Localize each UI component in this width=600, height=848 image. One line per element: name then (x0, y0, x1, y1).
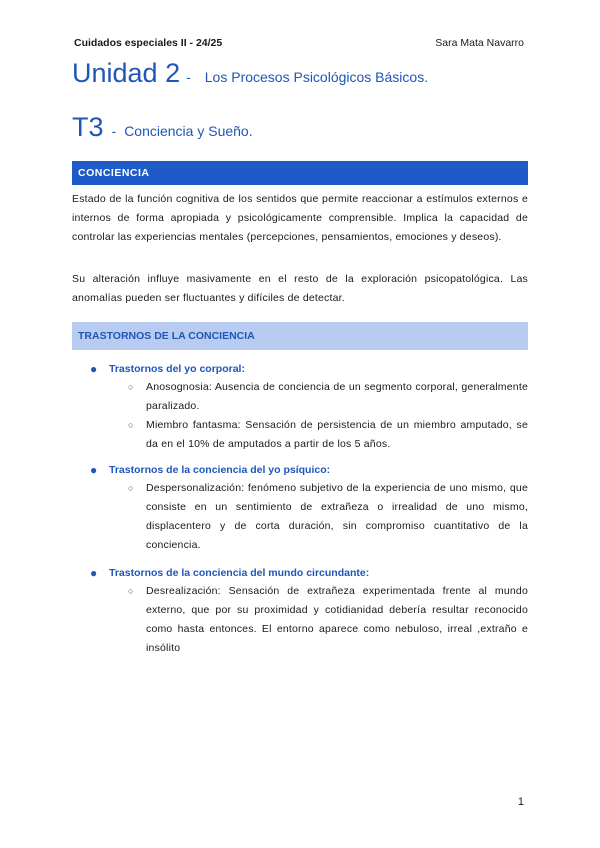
paragraph-definition: Estado de la función cognitiva de los sentidos que permite reaccionar a estímulos externos e internos de forma apropiada y psicológicamente comprensible. Implica la capacidad de controlar las experiencias mentales (percepciones, pensamientos, emociones y deseos). (72, 193, 528, 243)
list-item-text: Despersonalización: fenómeno subjetivo de la experiencia de uno mismo, que consiste en un sentimiento de extrañeza o irrealidad de uno mismo, displacentero y de corta duración, sin compromiso cuantitativo de la conciencia. (146, 482, 528, 551)
group-title-text: Trastornos de la conciencia del yo psíquico: (109, 464, 331, 476)
circle-bullet-icon: ○ (128, 586, 134, 596)
paragraph-alteration: Su alteración influye masivamente en el resto de la exploración psicopatológica. Las anomalías pueden ser fluctuantes y difíciles de detectar. (72, 273, 528, 304)
unit-dash: - (186, 69, 191, 85)
list-item (128, 416, 528, 454)
circle-bullet-icon: ○ (128, 382, 134, 392)
course-label: Cuidados especiales II - 24/25 (74, 37, 223, 49)
section-heading-trastornos: TRASTORNOS DE LA CONCIENCIA (72, 322, 528, 350)
list-item (128, 582, 528, 658)
bullet-icon: ● (90, 463, 98, 477)
group-title-text: Trastornos del yo corporal: (109, 363, 245, 375)
section-heading-conciencia: CONCIENCIA (72, 161, 528, 185)
topic-dash: - (111, 123, 117, 139)
list-item-text: Anosognosia: Ausencia de conciencia de un segmento corporal, generalmente paralizado. (146, 381, 528, 412)
group-title-text: Trastornos de la conciencia del mundo circundante: (109, 567, 370, 579)
unit-label: Unidad 2 (72, 58, 181, 88)
list-item-text: Desrealización: Sensación de extrañeza experimentada frente al mundo externo, que por su proximidad y cotidianidad debería resultar reconocido como hasta entonces. El entorno aparece como nebuloso, irreal ,extraño e insólito (146, 585, 528, 654)
page-header (74, 37, 524, 53)
topic-label: T3 (72, 112, 104, 142)
unit-title (72, 58, 428, 89)
list-item (128, 479, 528, 555)
topic-subtitle: Conciencia y Sueño. (124, 123, 253, 139)
group-title (90, 564, 528, 582)
group-yo-psiquico (90, 461, 528, 555)
author-name: Sara Mata Navarro (435, 37, 524, 49)
unit-subtitle: Los Procesos Psicológicos Básicos. (204, 69, 429, 85)
circle-bullet-icon: ○ (128, 420, 134, 430)
group-yo-corporal (90, 360, 528, 454)
page-number: 1 (517, 796, 524, 808)
group-title (90, 461, 528, 479)
topic-title (72, 112, 253, 143)
group-title (90, 360, 528, 378)
list-item-text: Miembro fantasma: Sensación de persistencia de un miembro amputado, se da en el 10% de amputados a partir de los 5 años. (146, 419, 528, 450)
group-mundo-circundante (90, 564, 528, 658)
bullet-icon: ● (90, 362, 98, 376)
bullet-icon: ● (90, 566, 98, 580)
list-item (128, 378, 528, 416)
circle-bullet-icon: ○ (128, 483, 134, 493)
